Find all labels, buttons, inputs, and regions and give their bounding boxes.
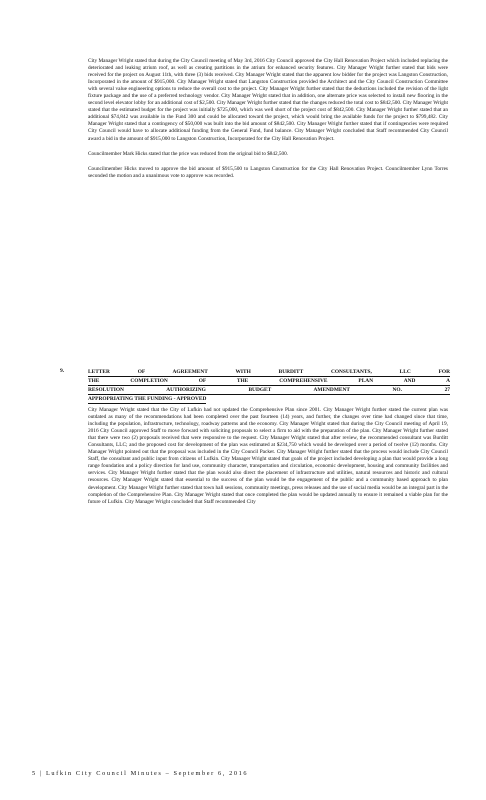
page-footer: 5 | Lufkin City Council Minutes – September 6, 2016 xyxy=(32,770,249,777)
paragraph-councilmember-note: Councilmember Mark Hicks stated that the price was reduced from the original bid to $842,500. xyxy=(88,150,288,157)
item-title-line: THE COMPLETION OF THE COMPREHENSIVE PLAN AND A xyxy=(88,378,450,384)
section-2 xyxy=(88,407,448,506)
section-1 xyxy=(88,58,448,180)
paragraph-city-hall-renovation: City Manager Wright stated that during the City Council meeting of May 3rd, 2016 City Council approved the City Hall Renovation Project which included replacing the deteriorated and leaking atrium roof, as well as creating partitions in the atrium for enhanced security features. City Manager Wright further stated that bids were received for the project on August 11th, with three (3) bids received. City Manager Wright stated that the apparent low bidder for the project was Langston Construction, Incorporated in the amount of $915,000. City Manager Wright stated that Langston Construction provided the Architect and the City Council Construction Committee with several value engineering options to reduce the overall cost to the project. City Manager Wright further stated that the deductions included the revision of the light fixture package and the use of a preferred technology vendor. City Manager Wright stated that in addition, one alternate price was selected to install new flooring in the second level elevator lobby for an additional cost of $2,500. City Manager Wright further stated that the changes reduced the total cost to $842,500. City Manager Wright stated that the estimated budget for the project was initially $725,000, which was well short of the project cost of $842,500. City Manager Wright further stated that an additional $74,842 was available in the Fund 300 and could be allocated toward the project, which would bring the available funds for the project to $799,482. City Manager Wright stated that a contingency of $50,000 was built into the bid amount of $842,500. City Manager Wright further stated that if contingencies were required City Council would have to allocate additional funding from the General Fund, fund balance. City Manager Wright concluded that Staff recommended City Council award a bid in the amount of $915,000 to Langston Construction, Incorporated for the City Hall Renovation Project. xyxy=(88,58,448,142)
item-title-line: RESOLUTION AUTHORIZING BUDGET AMENDMENT NO. 27 xyxy=(88,387,450,393)
item-title xyxy=(88,368,450,404)
item-number: 9. xyxy=(60,368,65,374)
item-title-line: APPROPRIATING THE FUNDING - APPROVED xyxy=(88,396,207,402)
item-title-line: LETTER OF AGREEMENT WITH BURDITT CONSULTANTS, LLC FOR xyxy=(88,369,450,375)
paragraph-motion: Councilmember Hicks moved to approve the bid amount of $915,500 to Langston Construction for the City Hall Renovation Project. Councilmember Lynn Torres seconded the motion and a unanimous vote to approve was recorded. xyxy=(88,165,448,179)
paragraph-comprehensive-plan: City Manager Wright stated that the City of Lufkin had not updated the Comprehensive Plan since 2001. City Manager Wright further stated the current plan was outdated as many of the recommendations had been completed over the past fourteen (14) years, and further, the changes over time had changed since that time, including the population, infrastructure, technology, roadway patterns and the economy. City Manager Wright stated that during the City Council meeting of April 19, 2016 City Council approved Staff to move forward with soliciting proposals to select a firm to aid with the preparation of the plan. City Manager Wright further stated that there were two (2) proposals received that were responsive to the request. City Manager Wright stated that after review, the recommended consultant was Burditt Consultants, LLC; and the proposed cost for development of the plan was estimated at $234,750 which would be developed over a period of twelve (12) months. City Manager Wright pointed out that the proposal was included in the City Council Packet. City Manager Wright further stated that the process would include City Council Staff, the consultant and public input from citizens of Lufkin. City Manager Wright stated that goals of the project included developing a plan that would provide a long range foundation and a policy direction for land use, community character, transportation and circulation, economic development, housing and community facilities and services. City Manager Wright further stated that the plan would also direct the placement of infrastructure and utilities, natural resources and historic and cultural resources. City Manager Wright stated that essential to the success of the plan would be the engagement of the public and a community based approach to plan development. City Manager Wright further stated that town hall sessions, community meetings, press releases and the use of social media would be an integral part in the completion of the Comprehensive Plan. City Manager Wright stated that once completed the plan would be updated annually to ensure it remained a viable plan for the future of Lufkin. City Manager Wright concluded that Staff recommended City xyxy=(88,407,448,505)
